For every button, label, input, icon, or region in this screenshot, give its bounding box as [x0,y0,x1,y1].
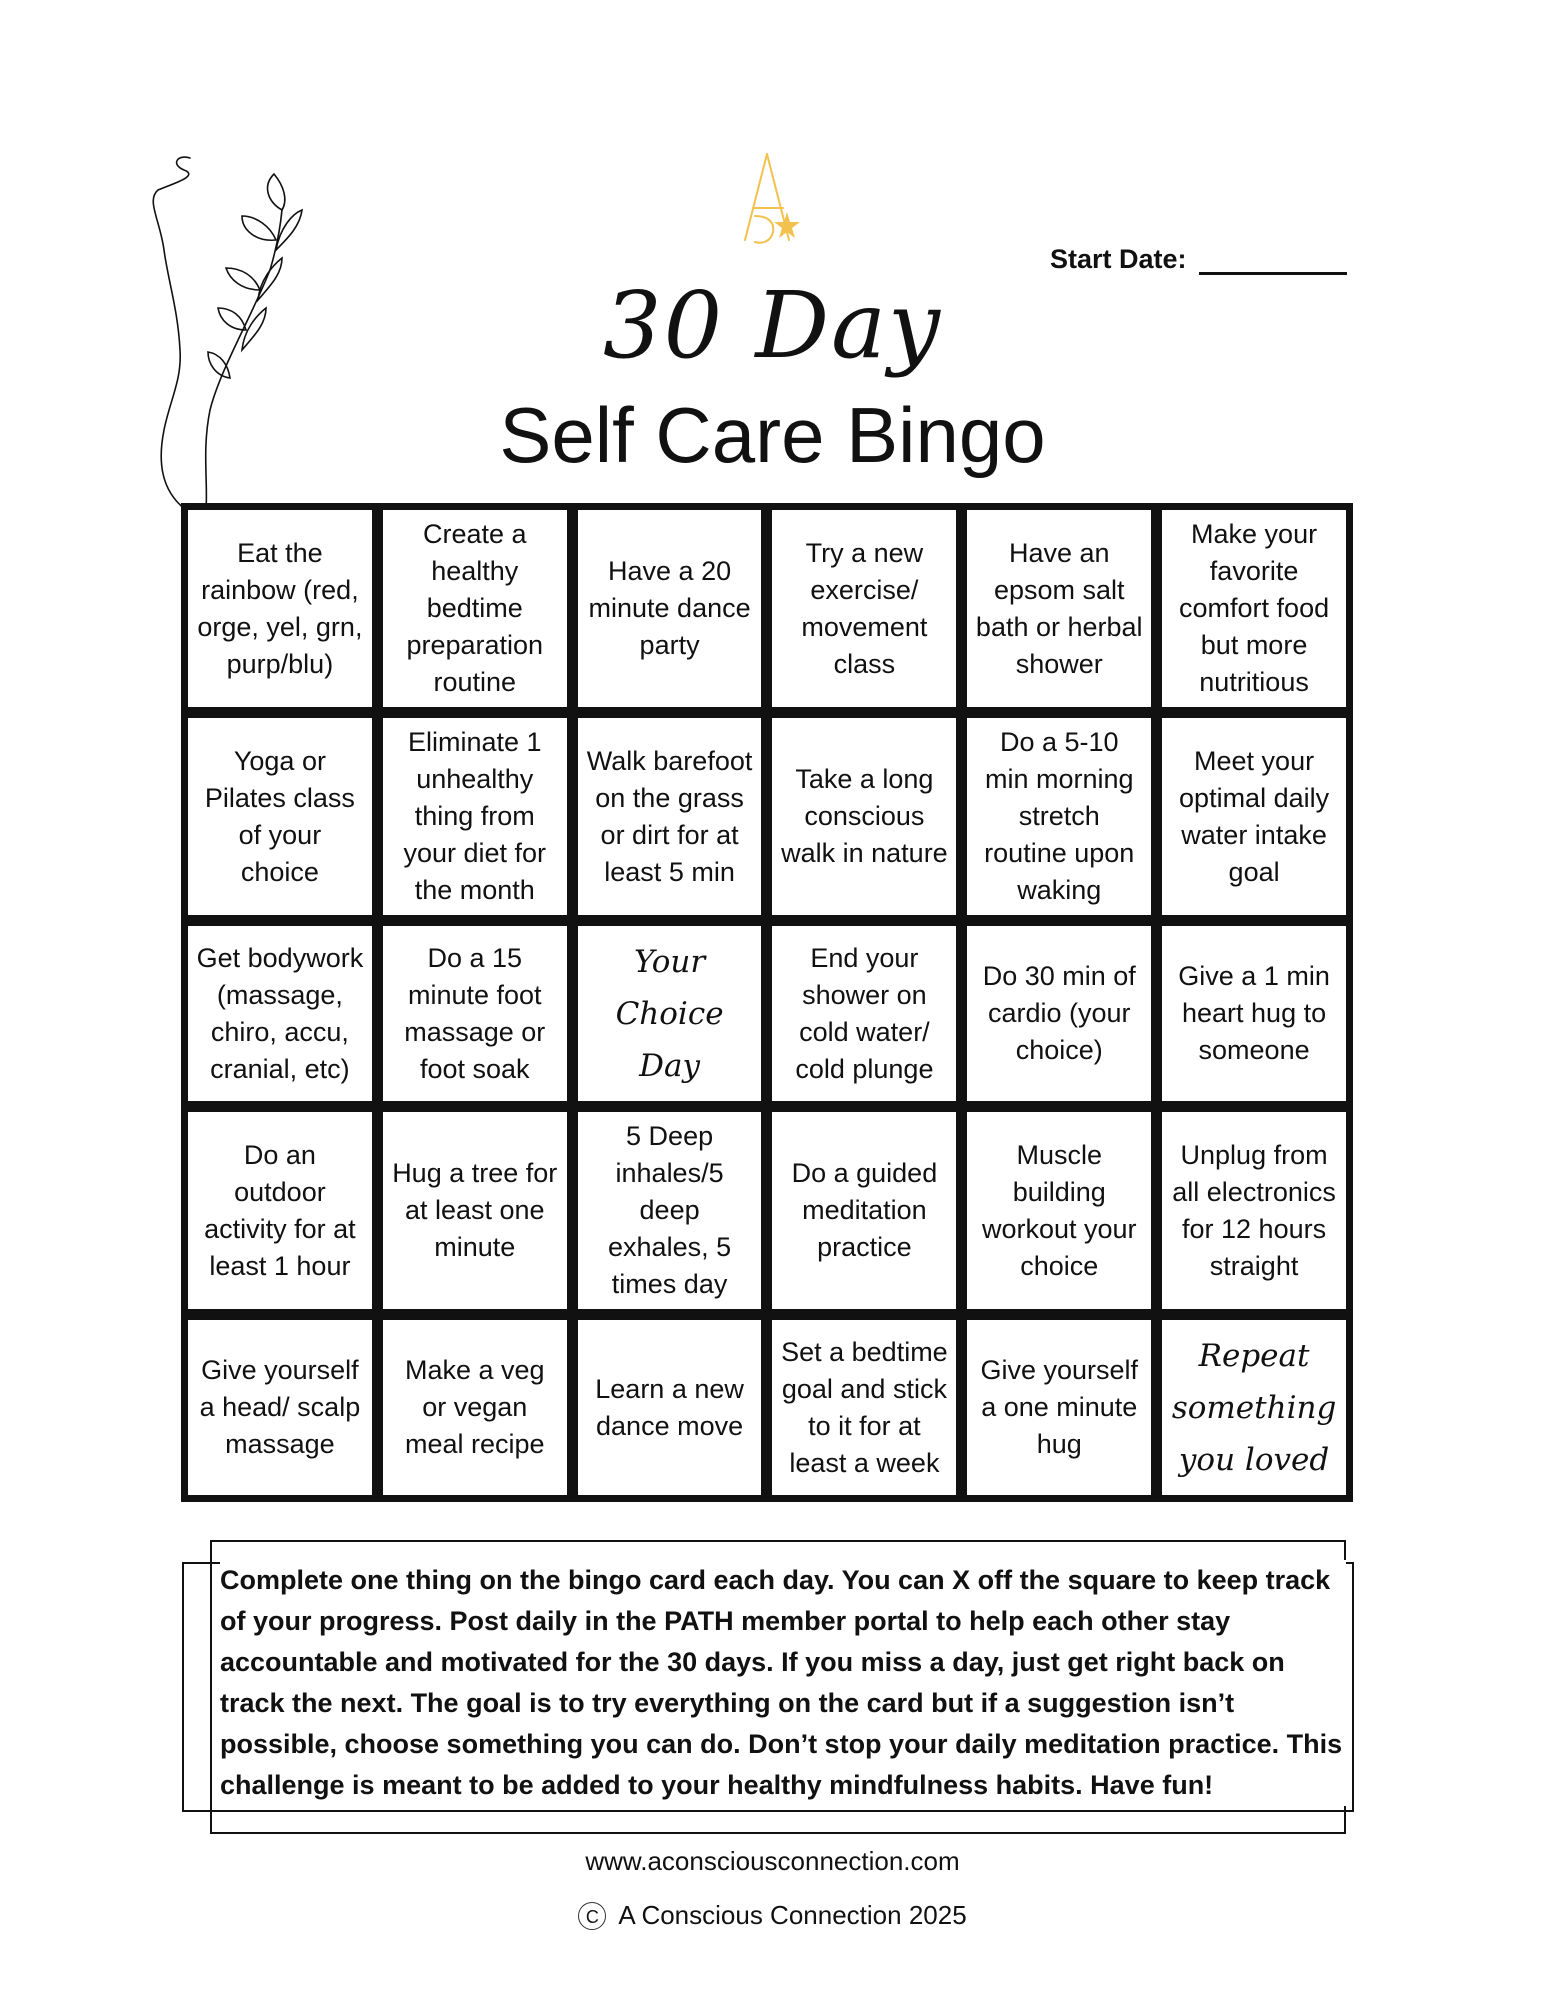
bingo-square[interactable]: Unplug from all electronics for 12 hours straight [1160,1110,1348,1311]
bingo-square[interactable]: Yoga or Pilates class of your choice [186,716,374,917]
bingo-square[interactable]: Give yourself a head/ scalp massage [186,1318,374,1497]
bingo-card [181,503,1353,1502]
bingo-square[interactable]: Do a 15 minute foot massage or foot soak [381,924,569,1103]
bingo-square[interactable]: Give yourself a one minute hug [965,1318,1153,1497]
bingo-square[interactable]: Give a 1 min heart hug to someone [1160,924,1348,1103]
bingo-square[interactable]: Have an epsom salt bath or herbal shower [965,508,1153,709]
copyright-text: A Conscious Connection 2025 [618,1900,967,1930]
bingo-square[interactable]: Repeat something you loved [1160,1318,1348,1497]
instructions-text: Complete one thing on the bingo card each day. You can X off the square to keep track of your progress. Post daily in the PATH member portal to help each other stay accountable and motivated for the 30 days. If you miss a day, just get right back on track the next. The goal is to try everything on the card but if a suggestion isn’t possible, choose something you can do. Don’t stop your daily meditation practice. This challenge is meant to be added to your healthy mindfulness habits. Have fun! [220,1560,1346,1806]
bingo-square[interactable]: Your Choice Day [576,924,764,1103]
bingo-square[interactable]: Get bodywork (massage, chiro, accu, cranial, etc) [186,924,374,1103]
bingo-square[interactable]: Hug a tree for at least one minute [381,1110,569,1311]
bingo-square[interactable]: Do a guided meditation practice [770,1110,958,1311]
start-date-blank-line[interactable] [1199,242,1347,275]
bingo-square[interactable]: Have a 20 minute dance party [576,508,764,709]
bingo-square[interactable]: Do an outdoor activity for at least 1 hour [186,1110,374,1311]
bingo-square[interactable]: Create a healthy bedtime preparation routine [381,508,569,709]
bingo-square[interactable]: End your shower on cold water/ cold plunge [770,924,958,1103]
brand-logo [725,150,810,260]
start-date-label: Start Date: [1050,244,1187,274]
page-title: Self Care Bingo [499,391,1046,479]
bingo-square[interactable]: Walk barefoot on the grass or dirt for at least 5 min [576,716,764,917]
bingo-square[interactable]: Try a new exercise/ movement class [770,508,958,709]
bingo-square[interactable]: Learn a new dance move [576,1318,764,1497]
copyright-icon: C [578,1902,606,1930]
bingo-square[interactable]: Eat the rainbow (red, orge, yel, grn, purp/blu) [186,508,374,709]
bingo-square[interactable]: Meet your optimal daily water intake goal [1160,716,1348,917]
start-date-field [1050,242,1347,275]
website-link[interactable]: www.aconsciousconnection.com [585,1846,960,1876]
bingo-square[interactable]: Muscle building workout your choice [965,1110,1153,1311]
bingo-square[interactable]: 5 Deep inhales/5 deep exhales, 5 times day [576,1110,764,1311]
bingo-square[interactable]: Set a bedtime goal and stick to it for at least a week [770,1318,958,1497]
bingo-square[interactable]: Do 30 min of cardio (your choice) [965,924,1153,1103]
bingo-square[interactable]: Make your favorite comfort food but more nutritious [1160,508,1348,709]
bingo-square[interactable]: Eliminate 1 unhealthy thing from your diet for the month [381,716,569,917]
bingo-square[interactable]: Do a 5-10 min morning stretch routine upon waking [965,716,1153,917]
title-30-day: 30 Day [603,272,942,379]
bingo-square[interactable]: Make a veg or vegan meal recipe [381,1318,569,1497]
copyright-line [0,1900,1545,1931]
instructions-box [182,1540,1354,1834]
bingo-square[interactable]: Take a long conscious walk in nature [770,716,958,917]
